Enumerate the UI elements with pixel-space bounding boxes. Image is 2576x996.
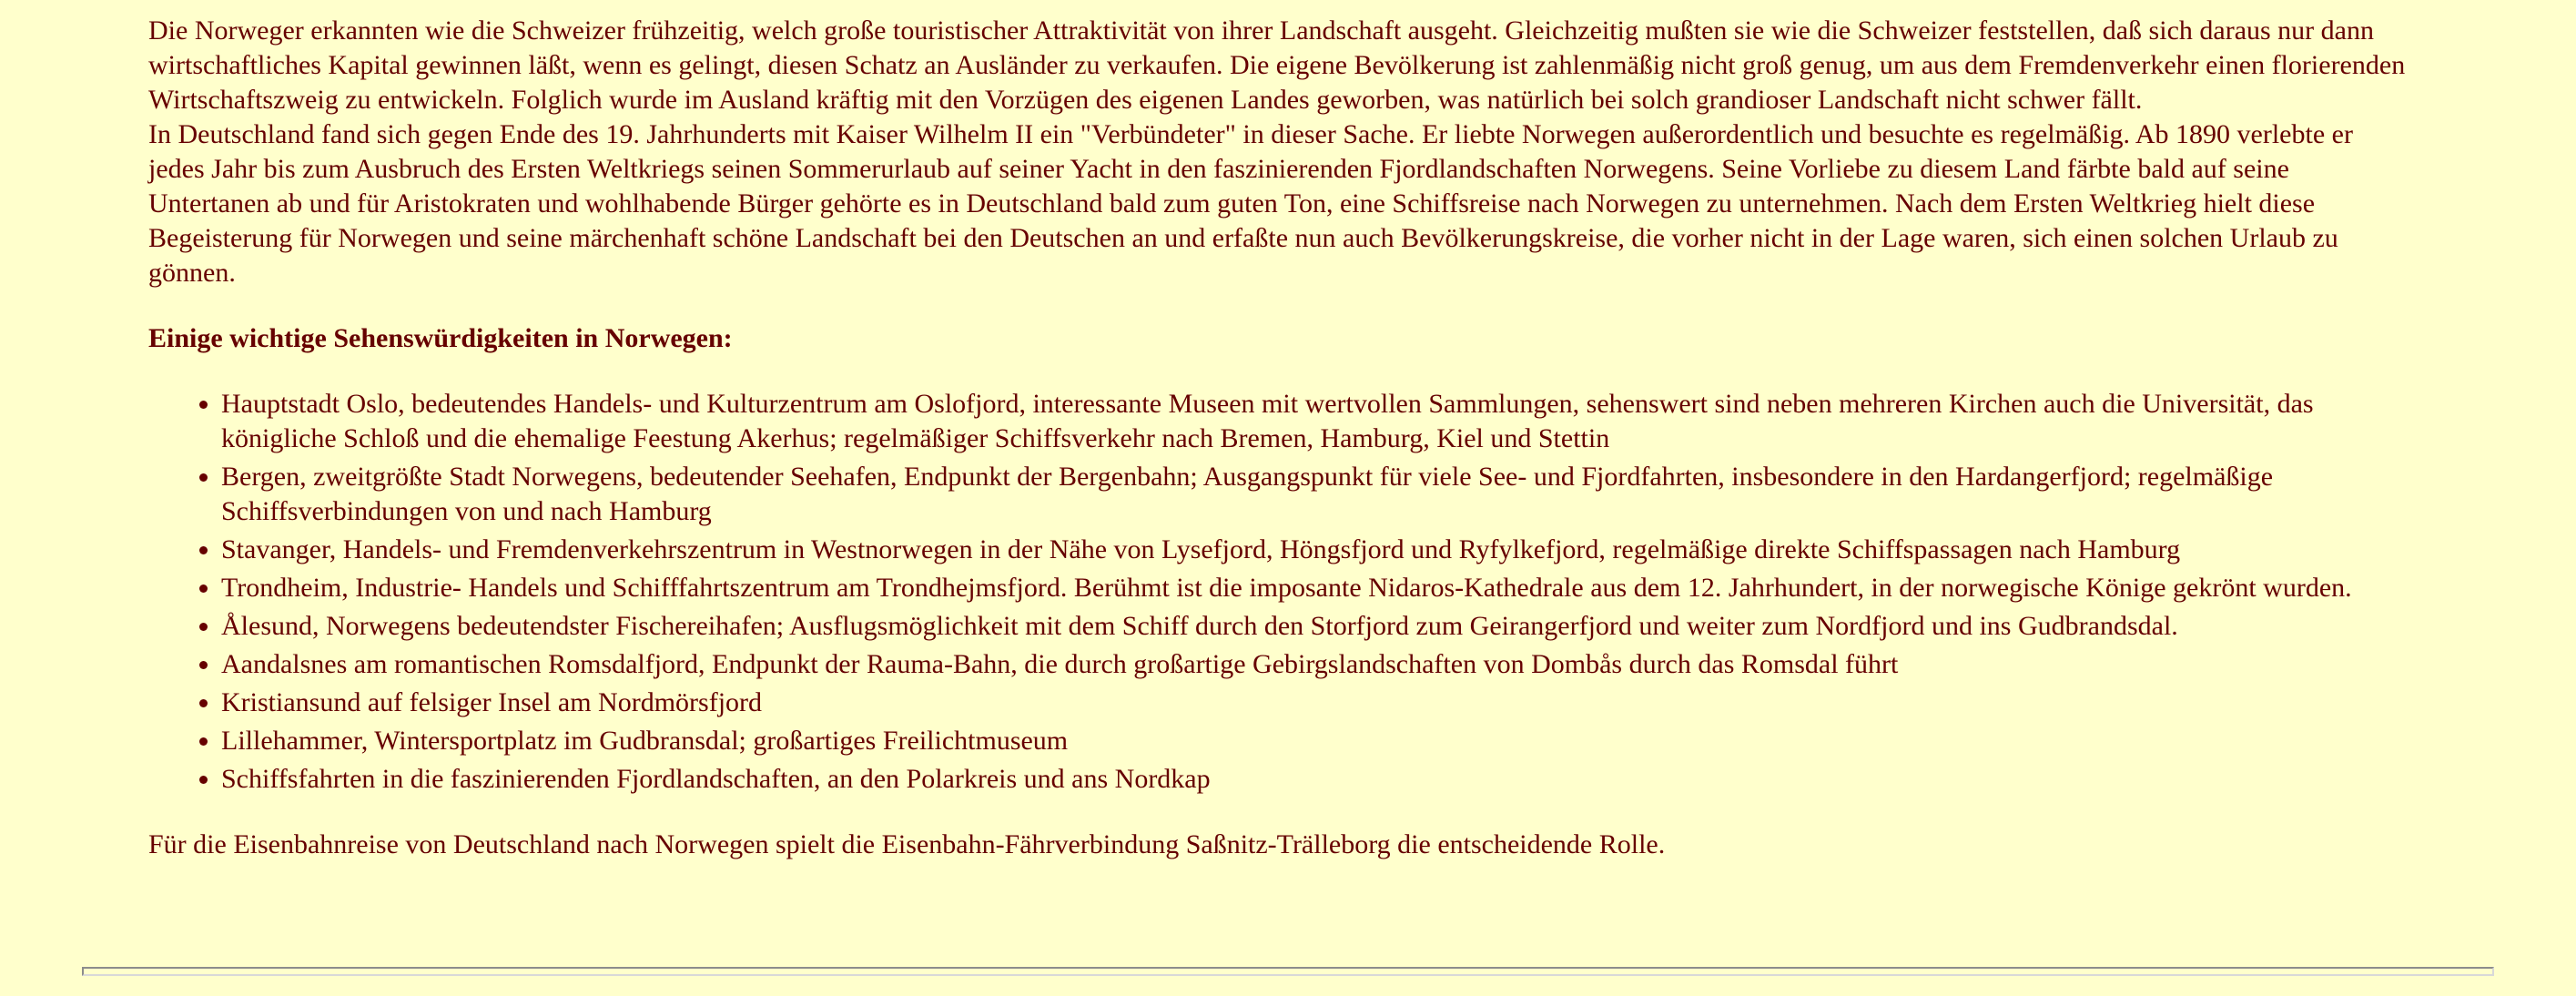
- closing-paragraph: Für die Eisenbahnreise von Deutschland nach Norwegen spielt die Eisenbahn-Fährverbindung Saßnitz-Trälleborg die entscheidende Rolle.: [148, 829, 1666, 859]
- horizontal-rule: [82, 967, 2494, 976]
- article-body: [148, 14, 2415, 862]
- list-item: • Kristiansund auf felsiger Insel am Nordmörsfjord: [221, 686, 2415, 720]
- history-paragraph: In Deutschland fand sich gegen Ende des 19. Jahrhunderts mit Kaiser Wilhelm II ein "Verbündeter" in dieser Sache. Er liebte Norwegen außerordentlich und besuchte es regelmäßig. Ab 1890 verlebte er jedes Jahr bis zum Ausbruch des Ersten Weltkriegs seinen Sommerurlaub auf seiner Yacht in den faszinierenden Fjordlandschaften Norwegens. Seine Vorliebe zu diesem Land färbte bald auf seine Untertanen ab und für Aristokraten und wohlhabende Bürger gehörte es in Deutschland bald zum guten Ton, eine Schiffsreise nach Norwegen zu unternehmen. Nach dem Ersten Weltkrieg hielt diese Begeisterung für Norwegen und seine märchenhaft schöne Landschaft bei den Deutschen an und erfaßte nun auch Bevölkerungskreise, die vorher nicht in der Lage waren, sich einen solchen Urlaub zu gönnen.: [148, 119, 2353, 288]
- list-item: • Trondheim, Industrie- Handels und Schifffahrtszentrum am Trondhejmsfjord. Berühmt ist die imposante Nidaros-Kathedrale aus dem 12. Jahrhundert, in der norwegische Könige gekrönt wurden.: [221, 571, 2415, 605]
- list-item: • Aandalsnes am romantischen Romsdalfjord, Endpunkt der Rauma-Bahn, die durch großartige Gebirgslandschaften von Dombås durch das Romsdal führt: [221, 647, 2415, 682]
- list-item: • Hauptstadt Oslo, bedeutendes Handels- und Kulturzentrum am Oslofjord, interessante Museen mit wertvollen Sammlungen, sehenswert sind neben mehreren Kirchen auch die Universität, das königliche Schloß und die ehemalige Feestung Akerhus; regelmäßiger Schiffsverkehr nach Bremen, Hamburg, Kiel und Stettin: [221, 387, 2415, 456]
- list-item: • Schiffsfahrten in die faszinierenden Fjordlandschaften, an den Polarkreis und ans Nordkap: [221, 762, 2415, 797]
- list-item: • Ålesund, Norwegens bedeutendster Fischereihafen; Ausflugsmöglichkeit mit dem Schiff durch den Storfjord zum Geirangerfjord und weiter zum Nordfjord und ins Gudbrandsdal.: [221, 609, 2415, 644]
- intro-paragraph: Die Norweger erkannten wie die Schweizer frühzeitig, welch große touristischer Attraktivität von ihrer Landschaft ausgeht. Gleichzeitig mußten sie wie die Schweizer feststellen, daß sich daraus nur dann wirtschaftliches Kapital gewinnen läßt, wenn es gelingt, diesen Schatz an Ausländer zu verkaufen. Die eigene Bevölkerung ist zahlenmäßig nicht groß genug, um aus dem Fremdenverkehr einen florierenden Wirtschaftszweig zu entwickeln. Folglich wurde im Ausland kräftig mit den Vorzügen des eigenen Landes geworben, was natürlich bei solch grandioser Landschaft nicht schwer fällt.: [148, 15, 2406, 115]
- sights-heading: Einige wichtige Sehenswürdigkeiten in Norwegen:: [148, 323, 733, 353]
- list-item: • Lillehammer, Wintersportplatz im Gudbransdal; großartiges Freilichtmuseum: [221, 724, 2415, 758]
- list-item: • Stavanger, Handels- und Fremdenverkehrszentrum in Westnorwegen in der Nähe von Lysefjord, Höngsfjord und Ryfylkefjord, regelmäßige direkte Schiffspassagen nach Hamburg: [221, 533, 2415, 567]
- list-item: • Bergen, zweitgrößte Stadt Norwegens, bedeutender Seehafen, Endpunkt der Bergenbahn; Ausgangspunkt für viele See- und Fjordfahrten, insbesondere in den Hardangerfjord; regelmäßige Schiffsverbindungen von und nach Hamburg: [221, 460, 2415, 529]
- sights-list: [148, 387, 2415, 797]
